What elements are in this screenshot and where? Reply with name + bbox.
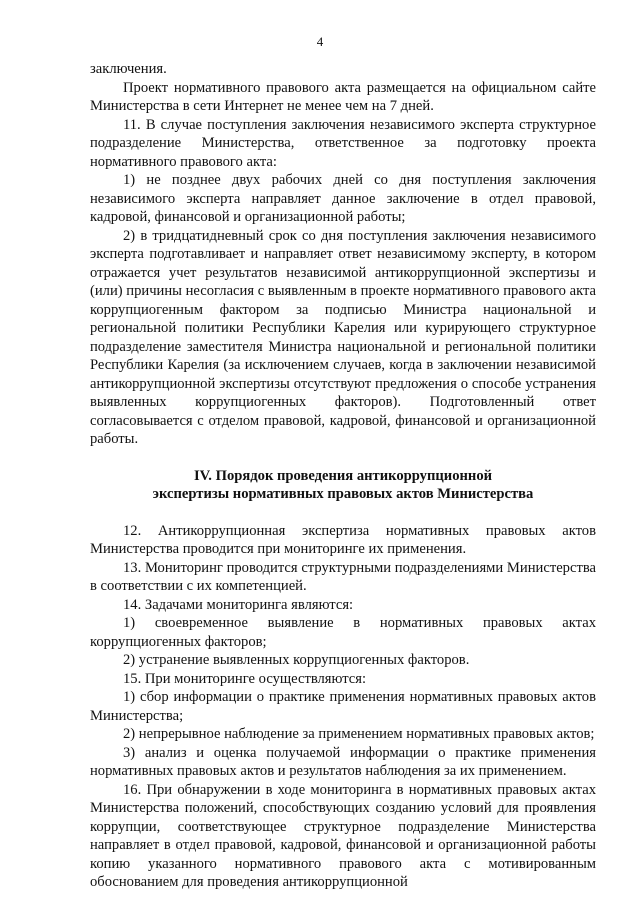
section-heading-line: экспертизы нормативных правовых актов Министерства	[152, 486, 534, 502]
paragraph: 2) в тридцатидневный срок со дня поступления заключения независимого эксперта подготавливает и направляет ответ независимому эксперту, в котором отражается учет результатов независимой антикоррупционной экспертизы и (или) причины несогласия с выявленным в проекте нормативного правового акта коррупциогенным фактором за подписью Министра национальной и региональной политики Республики Карелия или курирующего структурное подразделение заместителя Министра национальной и региональной политики Республики Карелия (за исключением случаев, когда в заключении независимой антикоррупционной экспертизы отсутствуют предложения о способе устранения выявленных коррупциогенных факторов). Подготовленный ответ согласовывается с отделом правовой, кадровой, финансовой и организационной работы.	[90, 227, 596, 447]
section-heading	[90, 467, 596, 504]
document-body	[90, 60, 596, 892]
paragraph: 14. Задачами мониторинга являются:	[123, 596, 354, 613]
paragraph: 15. При мониторинге осуществляются:	[123, 670, 367, 687]
paragraph: 1) сбор информации о практике применения нормативных правовых актов Министерства;	[90, 689, 596, 724]
paragraph: Проект нормативного правового акта размещается на официальном сайте Министерства в сети Интернет не менее чем на 7 дней.	[90, 79, 596, 114]
page-number: 4	[316, 34, 324, 49]
section-heading-line: IV. Порядок проведения антикоррупционной	[193, 467, 493, 484]
paragraph: 1) не позднее двух рабочих дней со дня поступления заключения независимого эксперта направляет данное заключение в отдел правовой, кадровой, финансовой и организационной работы;	[90, 172, 596, 225]
paragraph: 3) анализ и оценка получаемой информации о практике применения нормативных правовых актов и результатов наблюдения за их применением.	[90, 744, 596, 779]
paragraph: 1) своевременное выявление в нормативных правовых актах коррупциогенных факторов;	[90, 615, 596, 650]
paragraph: заключения.	[90, 61, 167, 77]
paragraph: 16. При обнаружении в ходе мониторинга в нормативных правовых актах Министерства положений, способствующих созданию условий для проявления коррупции, соответствующее структурное подразделение Министерства направляет в отдел правовой, кадровой, финансовой и организационной работы копию указанного нормативного правового акта с мотивированным обоснованием для проведения антикоррупционной	[90, 781, 596, 890]
paragraph: 2) устранение выявленных коррупциогенных факторов.	[123, 652, 470, 668]
paragraph: 12. Антикоррупционная экспертиза нормативных правовых актов Министерства проводится при мониторинге их применения.	[90, 522, 596, 557]
paragraph: 2) непрерывное наблюдение за применением нормативных правовых актов;	[123, 726, 595, 742]
paragraph: 13. Мониторинг проводится структурными подразделениями Министерства в соответствии с их компетенцией.	[90, 559, 596, 594]
paragraph: 11. В случае поступления заключения независимого эксперта структурное подразделение Министерства, ответственное за подготовку проекта нормативного правового акта:	[90, 116, 596, 170]
